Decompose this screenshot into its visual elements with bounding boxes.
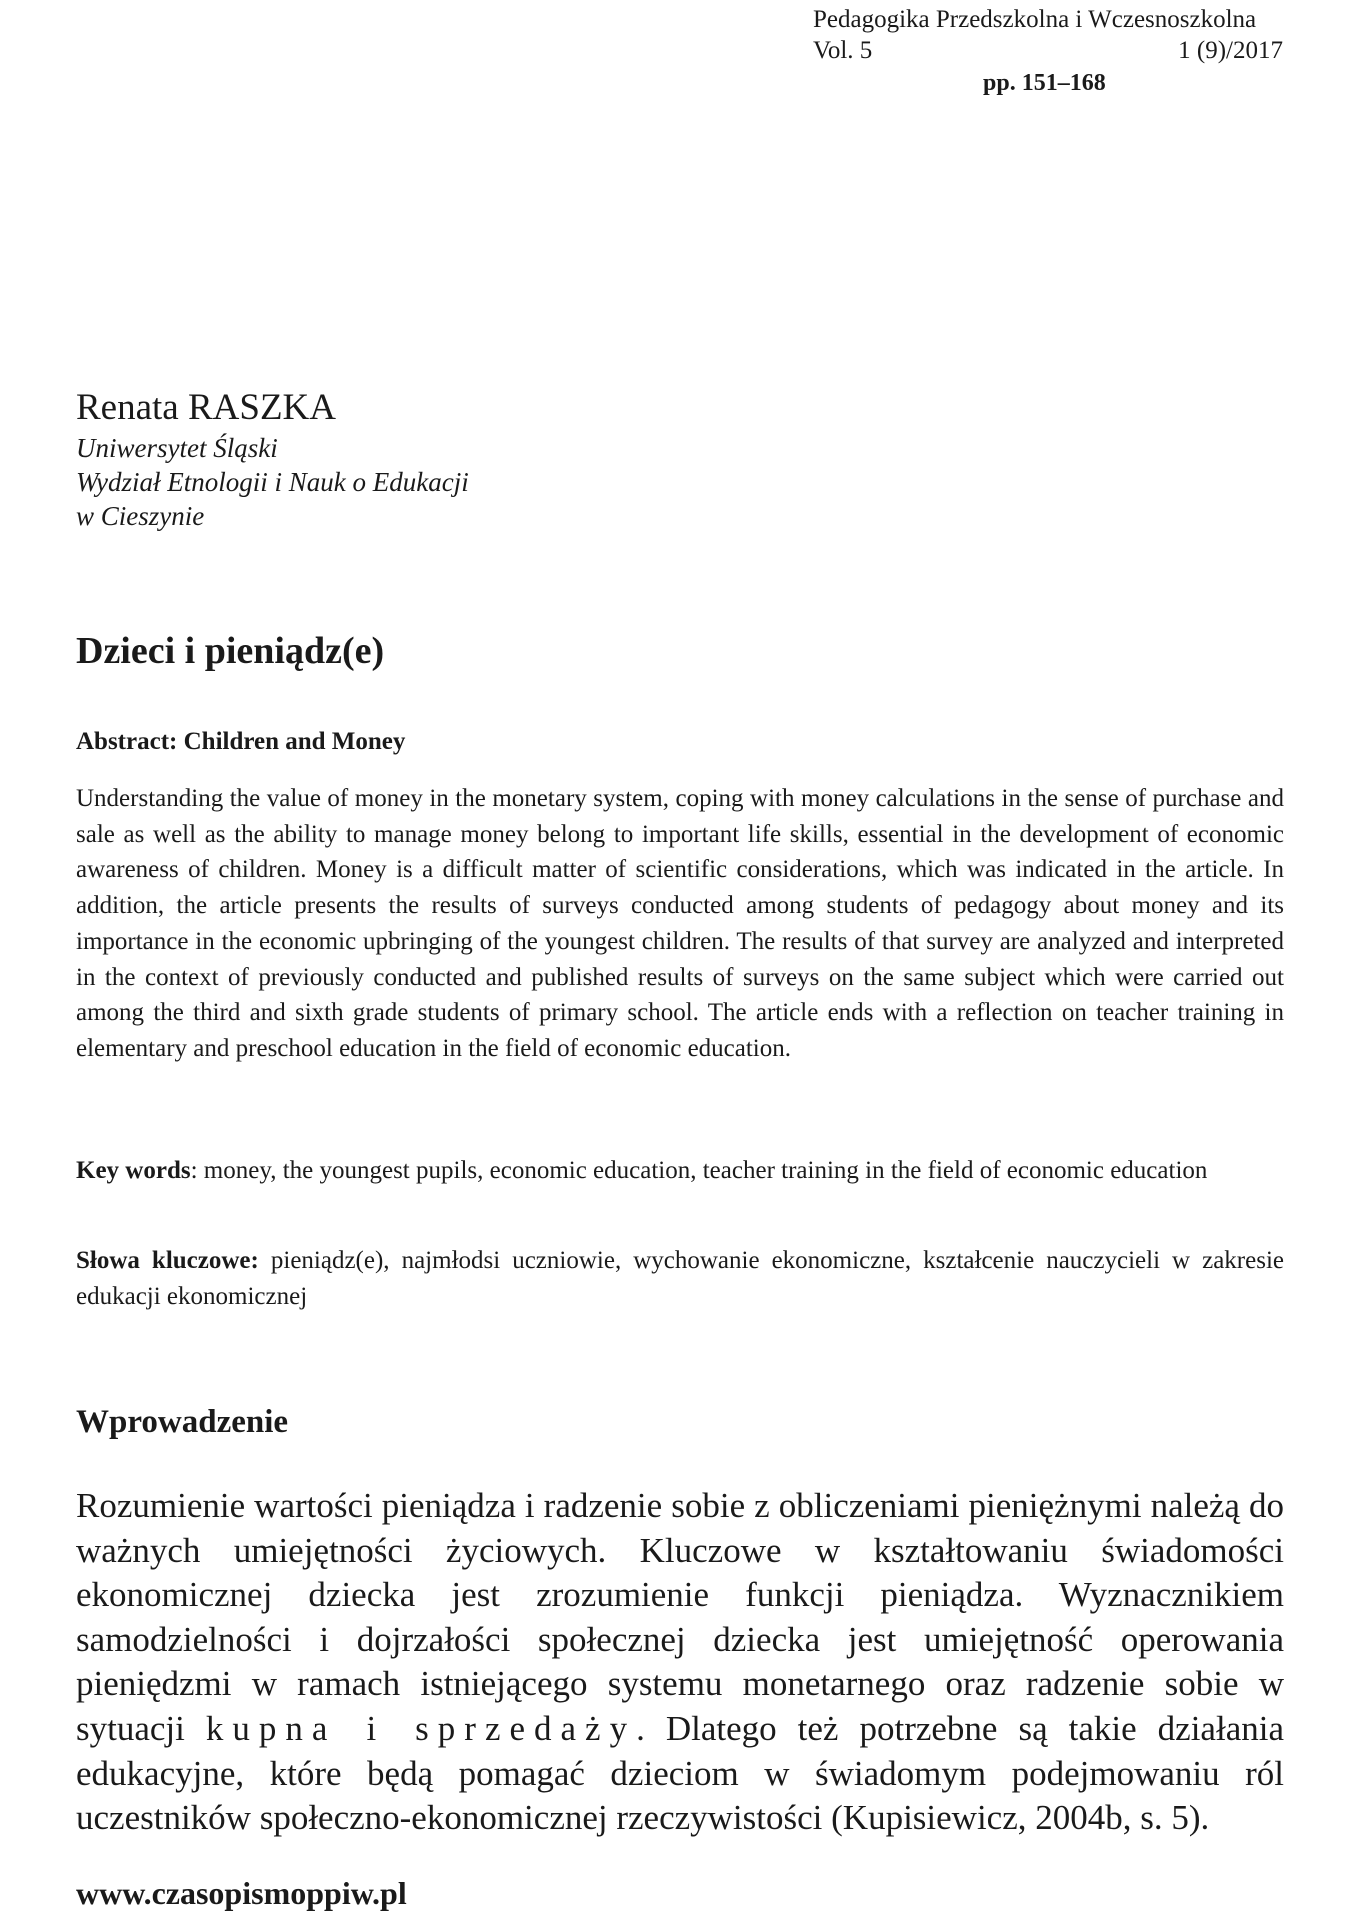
section-heading-introduction: Wprowadzenie (76, 1404, 289, 1440)
keywords-polish-label: Słowa kluczowe: (76, 1247, 259, 1274)
abstract-text: Understanding the value of money in the monetary system, coping with money calculations in the sense of purchase and sale as well as the ability to manage money belong to important life skills, essential in the development of economic awareness of children. Money is a difficult matter of scientific considerations, which was indicated in the article. In addition, the article presents the results of surveys conducted among students of pedagogy about money and its importance in the economic upbringing of the youngest children. The results of that survey are analyzed and interpreted in the context of previously conducted and published results of surveys on the same subject which were carried out among the third and sixth grade students of primary school. The article ends with a reflection on teacher training in elementary and preschool education in the field of economic education. (76, 785, 1284, 1062)
keywords-english-label: Key words (76, 1157, 191, 1184)
author-affiliation-faculty: Wydział Etnologii i Nauk o Edukacji (76, 467, 469, 497)
author-name: Renata RASZKA (76, 387, 336, 428)
keywords-english-text: : money, the youngest pupils, economic education, teacher training in the field of economic education (190, 1157, 1208, 1184)
abstract-heading: Abstract: Children and Money (76, 728, 406, 755)
keywords-english (76, 1153, 1284, 1189)
introduction-text-start: Rozumienie wartości pieniądza i radzenie sobie z obliczeniami pieniężnymi należą do ważnych umiejętności życiowych. Kluczowe w kształtowaniu świadomości ekonomicznej dziecka jest zrozumienie funkcji pieniądza. Wyznacznikiem samodzielności i dojrzałości społecznej dziecka jest umiejętność operowania pieniędzmi w ramach istniejącego systemu monetarnego oraz radzenie sobie w sytuacji (76, 1486, 1284, 1748)
introduction-text-end: . Dlatego też potrzebne są takie działania edukacyjne, które będą pomagać dzieciom w świadomym podejmowaniu ról uczestników społeczno-ekonomicznej rzeczywistości (Kupisiewicz, 2004b, s. 5). (76, 1708, 1284, 1838)
author-block (76, 385, 876, 533)
author-affiliation-city: w Cieszynie (76, 501, 205, 531)
article-title: Dzieci i pieniądz(e) (76, 630, 385, 672)
introduction-paragraph (76, 1484, 1284, 1841)
introduction-text-spaced: kupna i sprzedaży (205, 1708, 637, 1748)
journal-header (813, 4, 1283, 99)
footer-url[interactable]: www.czasopismoppiw.pl (76, 1875, 407, 1911)
keywords-polish-text: pieniądz(e), najmłodsi uczniowie, wychowanie ekonomiczne, kształcenie nauczycieli w zakresie edukacji ekonomicznej (76, 1247, 1284, 1310)
volume-issue-row (813, 35, 1283, 66)
journal-issue: 1 (9)/2017 (1178, 37, 1283, 64)
author-affiliation-university: Uniwersytet Śląski (76, 433, 278, 463)
journal-volume: Vol. 5 (813, 37, 873, 64)
journal-pages: pp. 151–168 (983, 70, 1106, 96)
journal-name: Pedagogika Przedszkolna i Wczesnoszkolna (813, 6, 1257, 33)
keywords-polish (76, 1243, 1284, 1314)
